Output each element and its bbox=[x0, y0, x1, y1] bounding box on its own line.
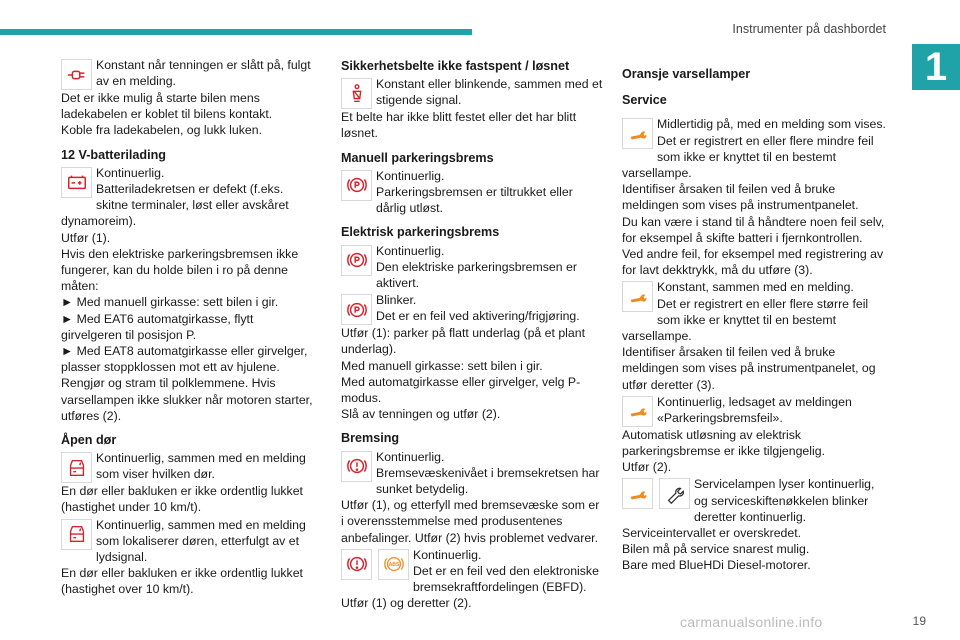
braking-entry-2 bbox=[341, 547, 603, 596]
door-entry-2 bbox=[61, 517, 316, 566]
header-accent-bar bbox=[0, 29, 472, 35]
braking-e2-line-1: Kontinuerlig. bbox=[413, 547, 482, 562]
service-e1-after-3: Ved andre feil, for eksempel med registrering av for lavt dekktrykk, må du utføre (3). bbox=[622, 247, 884, 278]
brake-fluid-icon bbox=[341, 451, 372, 482]
battery-after-1: Utfør (1). bbox=[61, 230, 111, 245]
battery-after-2: Hvis den elektriske parkeringsbremsen ikke fungerer, kan du holde bilen i ro på denne måten: bbox=[61, 246, 299, 294]
service-e1-line-2: Det er registrert en eller flere mindre feil som ikke er knyttet til en bestemt varsellampe. bbox=[622, 133, 874, 181]
service-wrench-icon bbox=[622, 478, 653, 509]
battery-entry bbox=[61, 165, 316, 230]
electric-brake-heading: Elektrisk parkeringsbrems bbox=[341, 225, 500, 240]
battery-icon bbox=[61, 167, 92, 198]
service-e4-after-3: Bare med BlueHDi Diesel-motorer. bbox=[622, 558, 811, 573]
spanner-icon bbox=[659, 478, 690, 509]
service-e1-after-2: Du kan være i stand til å håndtere noen feil selv, for eksempel å skifte batteri i fjernkontrollen. bbox=[622, 214, 885, 245]
service-e2-line-2: Det er registrert en eller flere større feil som ikke er knyttet til en bestemt varsellampe. bbox=[622, 296, 869, 344]
service-wrench-icon bbox=[622, 396, 653, 427]
service-entry-2 bbox=[622, 279, 887, 344]
electric-brake-after-4: Slå av tenningen og utfør (2). bbox=[341, 407, 501, 422]
page-number: 19 bbox=[912, 614, 926, 628]
seatbelt-icon bbox=[341, 78, 372, 109]
brake-fluid-icon bbox=[341, 549, 372, 580]
svg-text:ABS: ABS bbox=[388, 562, 399, 569]
header-title: Instrumenter på dashbordet bbox=[732, 22, 886, 36]
electric-brake-e1-line-1: Kontinuerlig. bbox=[376, 243, 445, 258]
braking-e1-line-1: Kontinuerlig. bbox=[376, 449, 445, 464]
door-e1-line-1: Kontinuerlig, sammen med en melding som viser hvilken dør. bbox=[96, 451, 306, 482]
braking-entry-1 bbox=[341, 449, 603, 498]
service-entry-4 bbox=[622, 476, 887, 525]
electric-brake-entry-2 bbox=[341, 292, 603, 325]
seatbelt-heading: Sikkerhetsbelte ikke fastspent / løsnet bbox=[341, 59, 570, 73]
service-e4-after-2: Bilen må på service snarest mulig. bbox=[622, 542, 810, 557]
battery-after-4: ► Med EAT6 automatgirkasse, flytt girvelgeren til posisjon P. bbox=[61, 311, 254, 342]
service-e4-line-1: Servicelampen lyser kontinuerlig, og serviceskiftenøkkelen blinker deretter kontinuerlig. bbox=[694, 477, 875, 524]
chapter-tab: 1 bbox=[912, 44, 960, 90]
braking-e2-line-2: Det er en feil ved den elektroniske bremsekraftfordelingen (EBFD). bbox=[413, 564, 599, 595]
door-e2-line-1: Kontinuerlig, sammen med en melding som lokaliserer døren, etterfulgt av et lydsignal. bbox=[96, 517, 306, 565]
column-2 bbox=[341, 56, 603, 612]
manual-brake-line-2: Parkeringsbremsen er tiltrukket eller dårlig utløst. bbox=[376, 185, 573, 216]
orange-lamps-heading: Oransje varsellamper bbox=[622, 67, 751, 81]
parking-brake-icon bbox=[341, 294, 372, 325]
seatbelt-line-1: Konstant eller blinkende, sammen med et stigende signal. bbox=[376, 77, 603, 108]
electric-brake-after-3: Med automatgirkasse eller girvelger, velg P-modus. bbox=[341, 374, 581, 406]
battery-after-3: ► Med manuell girkasse: sett bilen i gir. bbox=[61, 295, 279, 310]
braking-e1-line-2: Bremsevæskenivået i bremsekretsen har sunket betydelig. bbox=[376, 465, 600, 497]
seatbelt-entry bbox=[341, 76, 603, 109]
electric-brake-after-2: Med manuell girkasse: sett bilen i gir. bbox=[341, 358, 543, 373]
charge-after-2: Koble fra ladekabelen, og lukk luken. bbox=[61, 123, 262, 138]
service-wrench-icon bbox=[622, 281, 653, 312]
manual-brake-heading: Manuell parkeringsbrems bbox=[341, 150, 494, 165]
charge-after-1: Det er ikke mulig å starte bilen mens ladekabelen er koblet til bilens kontakt. bbox=[61, 91, 273, 122]
service-entry-3 bbox=[622, 394, 887, 427]
seatbelt-after-1: Et belte har ikke blitt festet eller det har blitt løsnet. bbox=[341, 110, 577, 141]
charging-plug-icon bbox=[61, 59, 92, 90]
door-entry-1 bbox=[61, 450, 316, 483]
service-e3-line-1: Kontinuerlig, ledsaget av meldingen «Parkeringsbremsfeil». bbox=[657, 394, 852, 426]
service-e2-line-1: Konstant, sammen med en melding. bbox=[657, 280, 854, 295]
braking-heading: Bremsing bbox=[341, 431, 400, 446]
service-entry-1 bbox=[622, 116, 887, 181]
manual-brake-entry bbox=[341, 168, 603, 217]
braking-e1-after-1: Utfør (1), og etterfyll med bremsevæske som er i overensstemmelse med produsentenes anbefalinger. Utfør (2) hvis problemet vedvarer. bbox=[341, 498, 600, 545]
battery-line-1: Kontinuerlig. bbox=[96, 165, 165, 180]
battery-after-5: ► Med EAT8 automatgirkasse eller girvelger, plasser stoppklossen mot ett av hjulene. bbox=[61, 344, 308, 375]
charge-entry bbox=[61, 57, 316, 90]
open-door-icon bbox=[61, 452, 92, 483]
parking-brake-icon bbox=[341, 245, 372, 276]
service-e1-line-1: Midlertidig på, med en melding som vises. bbox=[657, 117, 886, 132]
braking-e2-after-1: Utfør (1) og deretter (2). bbox=[341, 596, 472, 611]
service-e1-after-1: Identifiser årsaken til feilen ved å bruke meldingen som vises på instrumentpanelet. bbox=[622, 182, 859, 213]
column-1 bbox=[61, 56, 316, 598]
electric-brake-after-1: Utfør (1): parker på flatt underlag (på et plant underlag). bbox=[341, 326, 586, 357]
battery-heading: 12 V-batterilading bbox=[61, 147, 166, 162]
electric-brake-e1-line-2: Den elektriske parkeringsbremsen er aktivert. bbox=[376, 259, 577, 291]
service-e3-after-1: Automatisk utløsning av elektrisk parkeringsbremse er ikke tilgjengelig. bbox=[622, 427, 825, 459]
electric-brake-entry-1 bbox=[341, 243, 603, 292]
door-e1-after-1: En dør eller bakluken er ikke ordentlig lukket (hastighet under 10 km/t). bbox=[61, 484, 303, 515]
watermark: carmanualsonline.info bbox=[680, 614, 823, 630]
service-e4-after-1: Serviceintervallet er overskredet. bbox=[622, 526, 802, 541]
service-wrench-icon bbox=[622, 118, 653, 149]
brake-warning-icon bbox=[341, 170, 372, 201]
charge-line-1: Konstant når tenningen er slått på, fulgt av en melding. bbox=[96, 58, 311, 89]
electric-brake-e2-line-2: Det er en feil ved aktivering/frigjøring. bbox=[376, 309, 580, 324]
door-e2-after-1: En dør eller bakluken er ikke ordentlig lukket (hastighet over 10 km/t). bbox=[61, 566, 303, 597]
manual-brake-line-1: Kontinuerlig. bbox=[376, 168, 445, 183]
service-heading: Service bbox=[622, 93, 667, 108]
abs-icon bbox=[378, 549, 409, 580]
battery-after-6: Rengjør og stram til polklemmene. Hvis varsellampen ikke slukker når motoren starter, utføres (2). bbox=[61, 376, 313, 423]
door-heading: Åpen dør bbox=[61, 433, 117, 448]
open-door-icon bbox=[61, 519, 92, 550]
service-e2-after-1: Identifiser årsaken til feilen ved å bruke meldingen som vises på instrumentpanelet, og utfør deretter (3). bbox=[622, 345, 876, 392]
battery-line-2: Batteriladekretsen er defekt (f.eks. skitne terminaler, løst eller avskåret dynamoreim). bbox=[61, 182, 289, 229]
column-3 bbox=[622, 56, 887, 574]
service-e3-after-2: Utfør (2). bbox=[622, 460, 672, 475]
electric-brake-e2-line-1: Blinker. bbox=[376, 293, 417, 308]
